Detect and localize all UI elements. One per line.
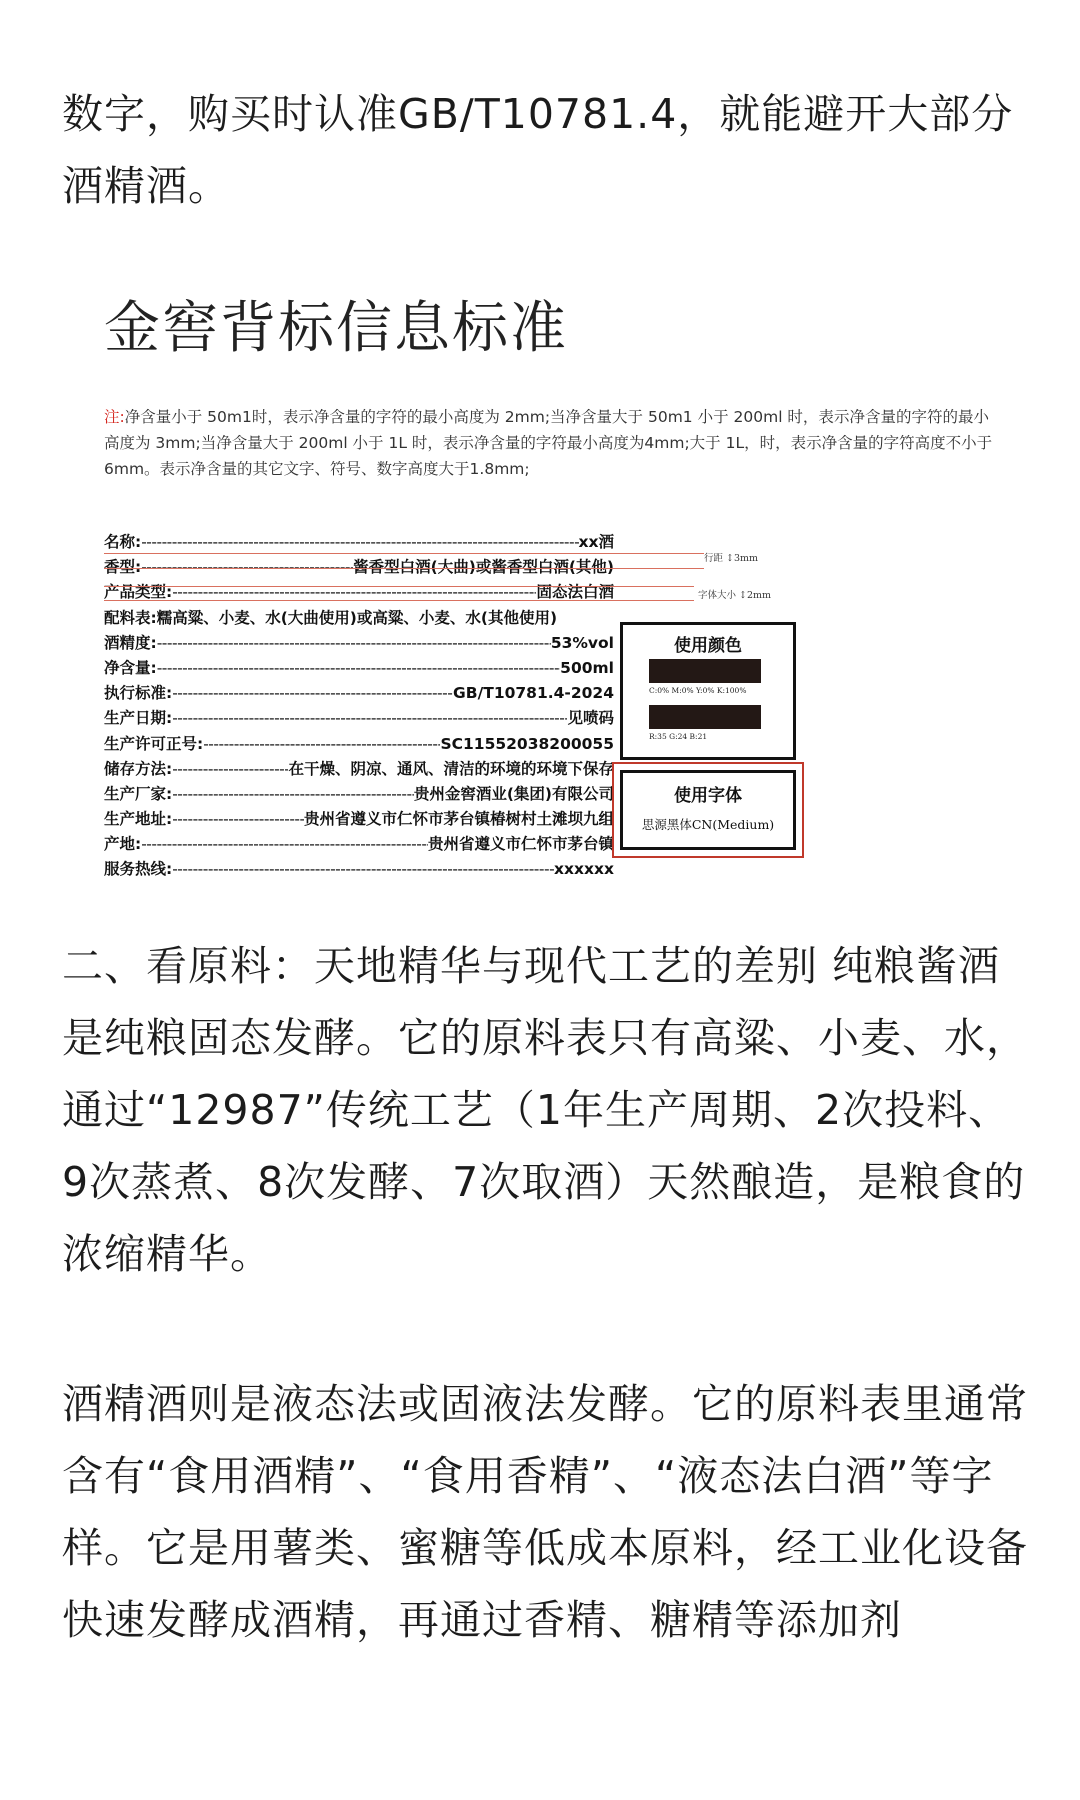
spec-value: 糯高粱、小麦、水(大曲使用)或高粱、小麦、水(其他使用) bbox=[156, 608, 558, 627]
spec-row-address bbox=[104, 807, 614, 832]
line-spacing-guide-bottom bbox=[104, 568, 704, 569]
font-spec-box bbox=[620, 770, 796, 850]
color-swatch-cmyk bbox=[649, 659, 761, 683]
dotted-leader bbox=[141, 533, 578, 551]
dotted-leader bbox=[172, 709, 567, 727]
spec-row-abv bbox=[104, 631, 614, 656]
rgb-label: R:35 G:24 B:21 bbox=[649, 732, 708, 741]
spec-row-net-content bbox=[104, 656, 614, 681]
color-spec-box bbox=[620, 622, 796, 760]
font-size-label: 字体大小 ↕2mm bbox=[698, 590, 772, 601]
spec-value: 在干燥、阴凉、通风、清洁的环境的环境下保存 bbox=[288, 759, 614, 778]
spec-value: xxxxxx bbox=[554, 860, 614, 879]
color-box-title: 使用颜色 bbox=[674, 636, 742, 656]
spec-key: 服务热线: bbox=[104, 860, 173, 879]
dotted-leader bbox=[172, 810, 304, 828]
dotted-leader bbox=[172, 760, 288, 778]
spec-row-product-type bbox=[104, 580, 614, 605]
section2-paragraph: 二、看原料：天地精华与现代工艺的差别 纯粮酱酒是纯粮固态发酵。它的原料表只有高粱、小麦、水，通过“12987”传统工艺（1年生产周期、2次投料、9次蒸煮、8次发酵、7次取酒）天然酿造，是粮食的浓缩精华。 bbox=[62, 942, 1028, 1278]
spec-key: 生产许可正号: bbox=[104, 734, 204, 753]
spec-value: 贵州省遵义市仁怀市茅台镇 bbox=[427, 835, 614, 854]
spec-value: SC11552038200055 bbox=[440, 734, 614, 753]
spec-row-hotline bbox=[104, 857, 614, 882]
dotted-leader bbox=[172, 684, 453, 702]
spec-key: 执行标准: bbox=[104, 684, 173, 703]
spec-value: 见喷码 bbox=[567, 709, 614, 728]
spec-row-ingredients bbox=[104, 606, 614, 631]
dotted-leader bbox=[141, 835, 428, 853]
spec-value: 53%vol bbox=[550, 633, 614, 652]
font-size-guide-top bbox=[104, 586, 694, 587]
font-size-guide-bottom bbox=[104, 600, 694, 601]
spec-key: 产品类型: bbox=[104, 583, 173, 602]
color-swatch-rgb bbox=[649, 705, 761, 729]
alcohol-wine-paragraph: 酒精酒则是液态法或固液法发酵。它的原料表里通常含有“食用酒精”、“食用香精”、“液态法白酒”等字样。它是用薯类、蜜糖等低成本原料，经工业化设备快速发酵成酒精，再通过香精、糖精等添加剂 bbox=[62, 1380, 1028, 1644]
spec-value: 贵州省遵义市仁怀市茅台镇椿树村土滩坝九组 bbox=[303, 810, 614, 829]
dotted-leader bbox=[203, 735, 440, 753]
line-spacing-label: 行距 ↕3mm bbox=[704, 553, 759, 564]
note-text: 净含量小于 50m1时，表示净含量的字符的最小高度为 2mm;当净含量大于 50m1 小于 200ml 时，表示净含量的字符的最小高度为 3mm;当净含量大于 200ml 小于 1L 时，表示净含量的字符最小高度为4mm;大于 1L，时，表示净含量的字符高度不小于 6mm。表示净含量的其它文字、符号、数字高度大于1.8mm; bbox=[104, 408, 993, 478]
spec-value: xx酒 bbox=[578, 533, 614, 551]
spec-key: 生产厂家: bbox=[104, 784, 173, 803]
dotted-leader bbox=[172, 785, 414, 803]
figure-note bbox=[104, 404, 1004, 482]
spec-row-production-date bbox=[104, 706, 614, 731]
line-spacing-guide-top bbox=[104, 553, 704, 554]
spec-row-manufacturer bbox=[104, 782, 614, 807]
dotted-leader bbox=[172, 860, 554, 878]
figure-title: 金窖背标信息标准 bbox=[104, 296, 568, 361]
spec-value: 贵州金窖酒业(集团)有限公司 bbox=[413, 784, 614, 803]
dotted-leader bbox=[157, 659, 560, 677]
spec-key: 名称: bbox=[104, 533, 142, 551]
spec-key: 酒精度: bbox=[104, 633, 157, 652]
spec-key: 生产地址: bbox=[104, 810, 173, 829]
spec-value: 酱香型白酒(大曲)或酱香型白酒(其他) bbox=[353, 558, 614, 577]
label-spec-list bbox=[104, 530, 614, 883]
back-label-standard-figure bbox=[90, 270, 1010, 910]
spec-value: 500ml bbox=[560, 658, 614, 677]
spec-row-license bbox=[104, 732, 614, 757]
spec-key: 储存方法: bbox=[104, 759, 173, 778]
spec-row-storage bbox=[104, 757, 614, 782]
font-box-title: 使用字体 bbox=[674, 786, 742, 806]
spec-key: 生产日期: bbox=[104, 709, 173, 728]
note-prefix: 注: bbox=[104, 408, 125, 426]
intro-paragraph: 数字，购买时认准GB/T10781.4，就能避开大部分酒精酒。 bbox=[62, 90, 1014, 210]
spec-value: GB/T10781.4-2024 bbox=[453, 684, 614, 703]
spec-key: 净含量: bbox=[104, 658, 157, 677]
spec-key: 配料表: bbox=[104, 608, 157, 627]
spec-row-name bbox=[104, 530, 614, 555]
font-name-label: 思源黑体CN(Medium) bbox=[641, 817, 775, 832]
dotted-leader bbox=[157, 634, 551, 652]
spec-key: 香型: bbox=[104, 558, 142, 577]
cmyk-label: C:0% M:0% Y:0% K:100% bbox=[649, 686, 747, 695]
spec-value: 固态法白酒 bbox=[536, 583, 614, 602]
spec-row-origin bbox=[104, 832, 614, 857]
spec-row-standard bbox=[104, 681, 614, 706]
spec-key: 产地: bbox=[104, 835, 142, 854]
